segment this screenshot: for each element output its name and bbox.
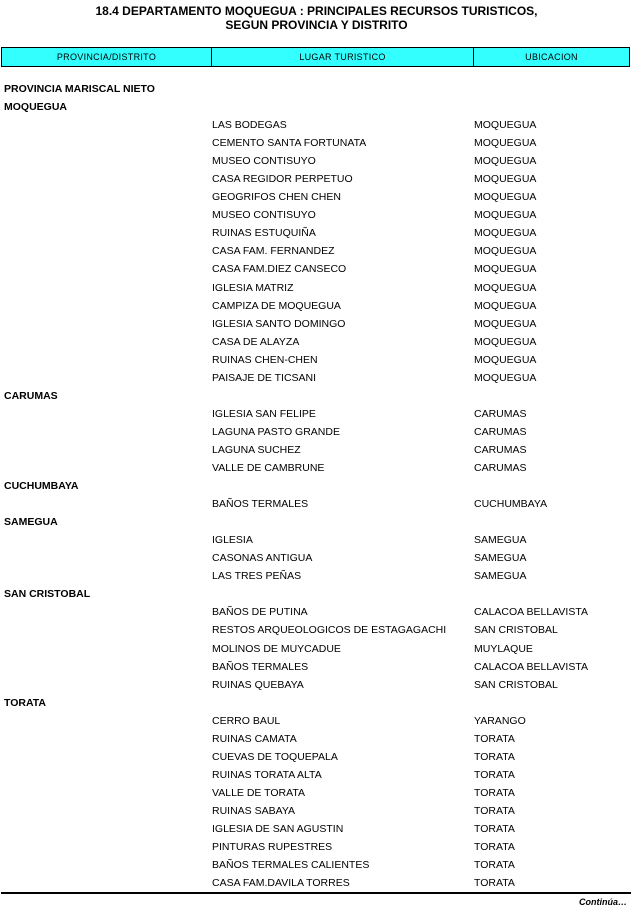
location-cell: SAMEGUA [474,552,527,565]
location-cell: TORATA [474,768,515,781]
table-row [0,658,633,676]
place-cell: BAÑOS TERMALES CALIENTES [212,859,370,872]
place-cell: BAÑOS TERMALES [212,498,309,511]
table-row [0,152,633,170]
place-cell: IGLESIA [212,534,253,547]
continued-note: Continúa… [579,897,627,907]
place-cell: LAS TRES PEÑAS [212,570,302,583]
district-heading: SAN CRISTOBAL [4,588,91,601]
location-cell: SAN CRISTOBAL [474,678,558,691]
column-header-province: PROVINCIA/DISTRITO [2,48,212,66]
place-cell: PAISAJE DE TICSANI [212,371,317,384]
location-cell: TORATA [474,859,515,872]
location-cell: YARANGO [474,714,526,727]
place-cell: CASA FAM.DAVILA TORRES [212,877,350,890]
bottom-divider [1,892,631,894]
place-cell: RUINAS CHEN-CHEN [212,353,318,366]
province-heading: PROVINCIA MARISCAL NIETO [4,83,155,95]
table-row [0,802,633,820]
table-row [0,423,633,441]
place-cell: BAÑOS TERMALES [212,660,309,673]
table-row [0,116,633,134]
place-cell: CASA FAM. FERNANDEZ [212,245,335,258]
location-cell: CALACOA BELLAVISTA [474,606,588,619]
table-row [0,712,633,730]
location-cell: SAMEGUA [474,570,527,583]
place-cell: LAGUNA SUCHEZ [212,443,301,456]
location-cell: MOQUEGUA [474,173,537,186]
page-title-line2: SEGUN PROVINCIA Y DISTRITO [225,18,408,32]
place-cell: IGLESIA DE SAN AGUSTIN [212,823,344,835]
place-cell: IGLESIA SAN FELIPE [212,407,316,420]
table-row [0,766,633,784]
place-cell: CASA REGIDOR PERPETUO [212,173,353,186]
table-row [0,297,633,315]
location-cell: CARUMAS [474,425,527,438]
place-cell: PINTURAS RUPESTRES [212,841,333,854]
location-cell: TORATA [474,804,515,817]
table-row [0,369,633,387]
table-row [0,784,633,802]
location-cell: MOQUEGUA [474,335,537,348]
location-cell: MOQUEGUA [474,245,537,258]
table-row [0,603,633,621]
place-cell: CUEVAS DE TOQUEPALA [212,750,338,763]
table-row [0,730,633,748]
location-cell: CARUMAS [474,407,527,420]
table-row [0,441,633,459]
place-cell: MUSEO CONTISUYO [212,209,316,222]
place-cell: GEOGRIFOS CHEN CHEN [212,191,341,204]
table-row [0,820,633,838]
place-cell: VALLE DE TORATA [212,786,305,799]
location-cell: TORATA [474,877,515,890]
table-row [0,531,633,549]
table-row [0,170,633,188]
place-cell: CASA DE ALAYZA [212,335,300,348]
place-cell: CERRO BAUL [212,714,281,727]
location-cell: MUYLAQUE [474,642,533,655]
location-cell: MOQUEGUA [474,299,537,312]
place-cell: RUINAS SABAYA [212,804,296,817]
location-cell: MOQUEGUA [474,191,537,204]
place-cell: RUINAS ESTUQUIÑA [212,227,316,240]
district-heading: SAMEGUA [4,516,58,529]
table-row [0,242,633,260]
place-cell: CAMPIZA DE MOQUEGUA [212,299,341,312]
district-heading: MOQUEGUA [4,101,67,113]
location-cell: CALACOA BELLAVISTA [474,660,588,673]
district-heading: CARUMAS [4,389,58,402]
table-row [0,495,633,513]
location-cell: TORATA [474,786,515,799]
table-row [0,748,633,766]
place-cell: IGLESIA SANTO DOMINGO [212,317,346,330]
table-row [0,405,633,423]
location-cell: TORATA [474,823,515,835]
location-cell: MOQUEGUA [474,263,537,276]
location-cell: MOQUEGUA [474,227,537,240]
location-cell: MOQUEGUA [474,353,537,366]
table-row [0,621,633,639]
location-cell: TORATA [474,750,515,763]
location-cell: SAMEGUA [474,534,527,547]
table-row [0,134,633,152]
place-cell: VALLE DE CAMBRUNE [212,462,325,474]
location-cell: CARUMAS [474,443,527,456]
location-cell: MOQUEGUA [474,137,537,150]
place-cell: RUINAS CAMATA [212,732,297,745]
table-row [0,351,633,369]
place-cell: MUSEO CONTISUYO [212,155,316,168]
location-cell: CARUMAS [474,462,527,474]
table-row [0,856,633,874]
table-row [0,838,633,856]
location-cell: MOQUEGUA [474,119,537,132]
location-cell: MOQUEGUA [474,155,537,168]
place-cell: RUINAS TORATA ALTA [212,768,322,781]
table-row [0,315,633,333]
place-cell: BAÑOS DE PUTINA [212,606,308,619]
location-cell: MOQUEGUA [474,371,537,384]
place-cell: CASONAS ANTIGUA [212,552,313,565]
location-cell: MOQUEGUA [474,317,537,330]
place-cell: CASA FAM.DIEZ CANSECO [212,263,347,276]
location-cell: MOQUEGUA [474,281,537,294]
table-row [0,549,633,567]
location-cell: TORATA [474,732,515,745]
place-cell: LAS BODEGAS [212,119,287,132]
table-header [1,47,630,67]
location-cell: TORATA [474,841,515,854]
place-cell: LAGUNA PASTO GRANDE [212,425,340,438]
table-row [0,260,633,278]
table-row [0,333,633,351]
page-title-line1: 18.4 DEPARTAMENTO MOQUEGUA : PRINCIPALES RECURSOS TURISTICOS, [95,4,538,18]
table-row [0,874,633,892]
table-row [0,459,633,477]
place-cell: RESTOS ARQUEOLOGICOS DE ESTAGAGACHI [212,624,447,637]
location-cell: SAN CRISTOBAL [474,624,558,637]
table-row [0,224,633,242]
table-row [0,676,633,694]
table-row [0,567,633,585]
location-cell: MOQUEGUA [474,209,537,222]
place-cell: MOLINOS DE MUYCADUE [212,642,341,655]
district-heading: CUCHUMBAYA [4,480,79,493]
column-header-place: LUGAR TURISTICO [212,48,474,66]
column-header-location: UBICACION [525,52,578,62]
table-row [0,640,633,658]
place-cell: IGLESIA MATRIZ [212,281,294,294]
table-row [0,206,633,224]
place-cell: RUINAS QUEBAYA [212,678,304,691]
table-row [0,279,633,297]
location-cell: CUCHUMBAYA [474,498,548,511]
table-row [0,188,633,206]
place-cell: CEMENTO SANTA FORTUNATA [212,137,367,150]
district-heading: TORATA [4,696,46,709]
